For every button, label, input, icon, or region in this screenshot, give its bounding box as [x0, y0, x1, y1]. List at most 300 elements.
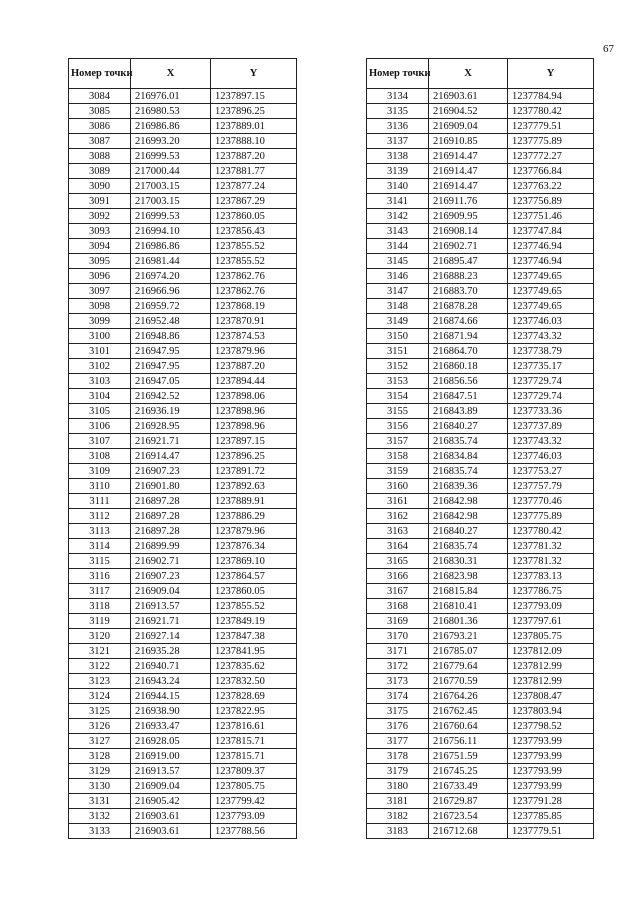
table-row — [367, 809, 594, 824]
cell-x: 216779.64 — [429, 659, 508, 674]
cell-x: 216913.57 — [131, 764, 211, 779]
cell-x: 216903.61 — [429, 89, 508, 104]
cell-x: 216936.19 — [131, 404, 211, 419]
cell-point-number: 3113 — [69, 524, 131, 539]
table-row — [69, 134, 297, 149]
table-row — [367, 104, 594, 119]
cell-point-number: 3104 — [69, 389, 131, 404]
header-point-number: Номер точки — [69, 59, 131, 89]
cell-point-number: 3135 — [367, 104, 429, 119]
table-row — [69, 239, 297, 254]
table-row — [69, 689, 297, 704]
table-row — [367, 494, 594, 509]
cell-y: 1237805.75 — [211, 779, 297, 794]
cell-point-number: 3170 — [367, 629, 429, 644]
cell-y: 1237733.36 — [508, 404, 594, 419]
cell-y: 1237828.69 — [211, 689, 297, 704]
cell-point-number: 3103 — [69, 374, 131, 389]
cell-point-number: 3123 — [69, 674, 131, 689]
cell-x: 216835.74 — [429, 464, 508, 479]
cell-point-number: 3181 — [367, 794, 429, 809]
cell-point-number: 3112 — [69, 509, 131, 524]
cell-y: 1237799.42 — [211, 794, 297, 809]
cell-y: 1237793.09 — [508, 599, 594, 614]
cell-x: 216874.66 — [429, 314, 508, 329]
cell-x: 216903.61 — [131, 809, 211, 824]
cell-x: 216952.48 — [131, 314, 211, 329]
table-row — [367, 164, 594, 179]
cell-x: 216897.28 — [131, 524, 211, 539]
cell-y: 1237753.27 — [508, 464, 594, 479]
cell-y: 1237809.37 — [211, 764, 297, 779]
cell-y: 1237793.99 — [508, 779, 594, 794]
cell-x: 216839.36 — [429, 479, 508, 494]
cell-y: 1237756.89 — [508, 194, 594, 209]
table-row — [367, 464, 594, 479]
cell-x: 216947.95 — [131, 344, 211, 359]
cell-point-number: 3096 — [69, 269, 131, 284]
cell-point-number: 3122 — [69, 659, 131, 674]
table-row — [367, 434, 594, 449]
cell-x: 216785.07 — [429, 644, 508, 659]
cell-x: 216901.80 — [131, 479, 211, 494]
cell-point-number: 3158 — [367, 449, 429, 464]
cell-x: 216751.59 — [429, 749, 508, 764]
table-row — [367, 644, 594, 659]
cell-y: 1237766.84 — [508, 164, 594, 179]
table-row — [367, 254, 594, 269]
cell-point-number: 3151 — [367, 344, 429, 359]
cell-x: 216914.47 — [429, 179, 508, 194]
cell-point-number: 3099 — [69, 314, 131, 329]
table-row — [367, 629, 594, 644]
cell-y: 1237888.10 — [211, 134, 297, 149]
cell-point-number: 3140 — [367, 179, 429, 194]
cell-point-number: 3145 — [367, 254, 429, 269]
table-row — [69, 674, 297, 689]
cell-point-number: 3178 — [367, 749, 429, 764]
cell-point-number: 3117 — [69, 584, 131, 599]
cell-x: 216843.89 — [429, 404, 508, 419]
table-row — [367, 119, 594, 134]
table-row — [69, 329, 297, 344]
cell-x: 216801.36 — [429, 614, 508, 629]
cell-y: 1237860.05 — [211, 584, 297, 599]
table-row — [69, 659, 297, 674]
cell-y: 1237881.77 — [211, 164, 297, 179]
cell-y: 1237749.65 — [508, 299, 594, 314]
table-row — [367, 314, 594, 329]
table-row — [367, 554, 594, 569]
cell-point-number: 3147 — [367, 284, 429, 299]
cell-y: 1237780.42 — [508, 524, 594, 539]
table-row — [69, 284, 297, 299]
cell-x: 216910.85 — [429, 134, 508, 149]
cell-y: 1237772.27 — [508, 149, 594, 164]
table-header-row — [367, 59, 594, 89]
cell-x: 216764.26 — [429, 689, 508, 704]
cell-point-number: 3153 — [367, 374, 429, 389]
header-x: X — [131, 59, 211, 89]
cell-y: 1237793.99 — [508, 734, 594, 749]
cell-y: 1237779.51 — [508, 824, 594, 839]
table-row — [367, 359, 594, 374]
cell-y: 1237770.46 — [508, 494, 594, 509]
cell-x: 216756.11 — [429, 734, 508, 749]
table-row — [367, 689, 594, 704]
cell-x: 216902.71 — [131, 554, 211, 569]
table-row — [367, 794, 594, 809]
table-row — [69, 719, 297, 734]
cell-point-number: 3124 — [69, 689, 131, 704]
cell-point-number: 3168 — [367, 599, 429, 614]
cell-x: 216729.87 — [429, 794, 508, 809]
cell-y: 1237849.19 — [211, 614, 297, 629]
cell-x: 216864.70 — [429, 344, 508, 359]
table-row — [367, 704, 594, 719]
table-row — [367, 659, 594, 674]
table-row — [69, 419, 297, 434]
cell-point-number: 3156 — [367, 419, 429, 434]
cell-point-number: 3157 — [367, 434, 429, 449]
cell-x: 216913.57 — [131, 599, 211, 614]
cell-point-number: 3107 — [69, 434, 131, 449]
cell-x: 216770.59 — [429, 674, 508, 689]
cell-x: 216899.99 — [131, 539, 211, 554]
cell-x: 216986.86 — [131, 119, 211, 134]
cell-x: 216895.47 — [429, 254, 508, 269]
cell-x: 217003.15 — [131, 194, 211, 209]
cell-x: 216823.98 — [429, 569, 508, 584]
cell-point-number: 3105 — [69, 404, 131, 419]
cell-y: 1237862.76 — [211, 269, 297, 284]
table-row — [69, 374, 297, 389]
cell-x: 216904.52 — [429, 104, 508, 119]
table-row — [367, 764, 594, 779]
table-row — [69, 404, 297, 419]
cell-point-number: 3097 — [69, 284, 131, 299]
cell-point-number: 3171 — [367, 644, 429, 659]
cell-y: 1237784.94 — [508, 89, 594, 104]
table-row — [367, 719, 594, 734]
table-row — [69, 209, 297, 224]
table-row — [69, 269, 297, 284]
table-row — [367, 614, 594, 629]
cell-y: 1237798.52 — [508, 719, 594, 734]
cell-x: 216762.45 — [429, 704, 508, 719]
cell-y: 1237855.52 — [211, 599, 297, 614]
cell-y: 1237877.24 — [211, 179, 297, 194]
cell-y: 1237886.29 — [211, 509, 297, 524]
table-row — [69, 809, 297, 824]
cell-x: 216933.47 — [131, 719, 211, 734]
cell-x: 216911.76 — [429, 194, 508, 209]
table-row — [367, 539, 594, 554]
cell-y: 1237887.20 — [211, 149, 297, 164]
cell-x: 216940.71 — [131, 659, 211, 674]
cell-y: 1237896.25 — [211, 449, 297, 464]
cell-x: 216914.47 — [429, 149, 508, 164]
table-row — [367, 269, 594, 284]
cell-x: 216878.28 — [429, 299, 508, 314]
cell-x: 216921.71 — [131, 434, 211, 449]
cell-y: 1237797.61 — [508, 614, 594, 629]
cell-point-number: 3152 — [367, 359, 429, 374]
cell-y: 1237781.32 — [508, 539, 594, 554]
cell-point-number: 3179 — [367, 764, 429, 779]
cell-point-number: 3164 — [367, 539, 429, 554]
cell-y: 1237862.76 — [211, 284, 297, 299]
cell-x: 216810.41 — [429, 599, 508, 614]
cell-point-number: 3182 — [367, 809, 429, 824]
cell-y: 1237822.95 — [211, 704, 297, 719]
cell-x: 216943.24 — [131, 674, 211, 689]
cell-x: 216897.28 — [131, 509, 211, 524]
cell-y: 1237867.29 — [211, 194, 297, 209]
cell-point-number: 3161 — [367, 494, 429, 509]
cell-point-number: 3090 — [69, 179, 131, 194]
coordinates-table-right — [366, 58, 594, 839]
cell-y: 1237788.56 — [211, 824, 297, 839]
table-row — [367, 749, 594, 764]
cell-y: 1237897.15 — [211, 434, 297, 449]
cell-x: 216723.54 — [429, 809, 508, 824]
cell-x: 216947.95 — [131, 359, 211, 374]
cell-x: 216919.00 — [131, 749, 211, 764]
cell-y: 1237805.75 — [508, 629, 594, 644]
cell-x: 216994.10 — [131, 224, 211, 239]
cell-x: 216905.42 — [131, 794, 211, 809]
cell-point-number: 3177 — [367, 734, 429, 749]
cell-x: 216944.15 — [131, 689, 211, 704]
cell-point-number: 3086 — [69, 119, 131, 134]
table-row — [69, 299, 297, 314]
cell-y: 1237812.09 — [508, 644, 594, 659]
cell-x: 216974.20 — [131, 269, 211, 284]
table-row — [367, 389, 594, 404]
cell-y: 1237785.85 — [508, 809, 594, 824]
cell-point-number: 3101 — [69, 344, 131, 359]
cell-x: 216908.14 — [429, 224, 508, 239]
table-row — [367, 299, 594, 314]
table-row — [367, 344, 594, 359]
cell-y: 1237763.22 — [508, 179, 594, 194]
cell-point-number: 3183 — [367, 824, 429, 839]
cell-x: 216793.21 — [429, 629, 508, 644]
cell-y: 1237749.65 — [508, 284, 594, 299]
table-row — [367, 194, 594, 209]
cell-y: 1237791.28 — [508, 794, 594, 809]
cell-x: 216935.28 — [131, 644, 211, 659]
cell-x: 216902.71 — [429, 239, 508, 254]
table-row — [69, 524, 297, 539]
header-point-number: Номер точки — [367, 59, 429, 89]
cell-x: 216927.14 — [131, 629, 211, 644]
table-row — [367, 149, 594, 164]
cell-point-number: 3118 — [69, 599, 131, 614]
cell-point-number: 3132 — [69, 809, 131, 824]
cell-y: 1237781.32 — [508, 554, 594, 569]
cell-x: 216897.28 — [131, 494, 211, 509]
cell-x: 216830.31 — [429, 554, 508, 569]
table-row — [367, 449, 594, 464]
table-row — [69, 344, 297, 359]
cell-y: 1237737.89 — [508, 419, 594, 434]
table-row — [69, 89, 297, 104]
table-row — [69, 569, 297, 584]
table-row — [69, 764, 297, 779]
cell-y: 1237746.03 — [508, 314, 594, 329]
cell-x: 216856.56 — [429, 374, 508, 389]
cell-x: 216947.05 — [131, 374, 211, 389]
cell-y: 1237749.65 — [508, 269, 594, 284]
cell-y: 1237847.38 — [211, 629, 297, 644]
cell-y: 1237729.74 — [508, 374, 594, 389]
cell-point-number: 3165 — [367, 554, 429, 569]
cell-x: 216760.64 — [429, 719, 508, 734]
cell-y: 1237879.96 — [211, 344, 297, 359]
cell-y: 1237757.79 — [508, 479, 594, 494]
table-row — [69, 554, 297, 569]
cell-point-number: 3115 — [69, 554, 131, 569]
cell-y: 1237898.96 — [211, 404, 297, 419]
table-row — [367, 329, 594, 344]
cell-y: 1237889.01 — [211, 119, 297, 134]
cell-x: 216835.74 — [429, 434, 508, 449]
cell-x: 216847.51 — [429, 389, 508, 404]
cell-point-number: 3136 — [367, 119, 429, 134]
table-row — [367, 569, 594, 584]
cell-point-number: 3085 — [69, 104, 131, 119]
table-row — [69, 629, 297, 644]
table-row — [69, 494, 297, 509]
cell-y: 1237812.99 — [508, 659, 594, 674]
table-row — [367, 674, 594, 689]
cell-point-number: 3146 — [367, 269, 429, 284]
cell-point-number: 3173 — [367, 674, 429, 689]
cell-y: 1237897.15 — [211, 89, 297, 104]
cell-y: 1237735.17 — [508, 359, 594, 374]
table-row — [367, 134, 594, 149]
cell-x: 216733.49 — [429, 779, 508, 794]
cell-y: 1237898.96 — [211, 419, 297, 434]
cell-x: 216909.04 — [131, 584, 211, 599]
cell-x: 216842.98 — [429, 509, 508, 524]
cell-y: 1237743.32 — [508, 329, 594, 344]
cell-point-number: 3149 — [367, 314, 429, 329]
table-row — [69, 779, 297, 794]
table-row — [69, 104, 297, 119]
table-row — [69, 734, 297, 749]
cell-y: 1237815.71 — [211, 734, 297, 749]
table-row — [367, 404, 594, 419]
cell-point-number: 3084 — [69, 89, 131, 104]
table-row — [367, 599, 594, 614]
cell-y: 1237816.61 — [211, 719, 297, 734]
cell-x: 216909.04 — [131, 779, 211, 794]
table-row — [69, 584, 297, 599]
cell-y: 1237841.95 — [211, 644, 297, 659]
cell-point-number: 3148 — [367, 299, 429, 314]
cell-point-number: 3089 — [69, 164, 131, 179]
table-row — [69, 149, 297, 164]
cell-y: 1237889.91 — [211, 494, 297, 509]
cell-x: 216712.68 — [429, 824, 508, 839]
table-row — [367, 419, 594, 434]
table-row — [69, 509, 297, 524]
table-row — [69, 164, 297, 179]
table-row — [367, 584, 594, 599]
cell-point-number: 3091 — [69, 194, 131, 209]
table-row — [367, 224, 594, 239]
table-row — [69, 539, 297, 554]
table-row — [69, 434, 297, 449]
cell-y: 1237775.89 — [508, 509, 594, 524]
cell-x: 216999.53 — [131, 209, 211, 224]
cell-y: 1237868.19 — [211, 299, 297, 314]
cell-point-number: 3160 — [367, 479, 429, 494]
cell-x: 216914.47 — [131, 449, 211, 464]
cell-point-number: 3098 — [69, 299, 131, 314]
cell-point-number: 3100 — [69, 329, 131, 344]
cell-point-number: 3174 — [367, 689, 429, 704]
cell-y: 1237746.94 — [508, 254, 594, 269]
cell-x: 216903.61 — [131, 824, 211, 839]
table-row — [367, 239, 594, 254]
cell-point-number: 3106 — [69, 419, 131, 434]
cell-point-number: 3130 — [69, 779, 131, 794]
cell-x: 216981.44 — [131, 254, 211, 269]
table-row — [69, 449, 297, 464]
cell-y: 1237812.99 — [508, 674, 594, 689]
cell-point-number: 3087 — [69, 134, 131, 149]
table-row — [69, 794, 297, 809]
cell-x: 216871.94 — [429, 329, 508, 344]
cell-point-number: 3125 — [69, 704, 131, 719]
cell-point-number: 3095 — [69, 254, 131, 269]
cell-point-number: 3116 — [69, 569, 131, 584]
cell-x: 217000.44 — [131, 164, 211, 179]
cell-y: 1237891.72 — [211, 464, 297, 479]
cell-point-number: 3162 — [367, 509, 429, 524]
table-row — [69, 254, 297, 269]
table-row — [69, 314, 297, 329]
coordinates-table-left — [68, 58, 297, 839]
cell-point-number: 3150 — [367, 329, 429, 344]
cell-point-number: 3114 — [69, 539, 131, 554]
cell-point-number: 3119 — [69, 614, 131, 629]
cell-y: 1237783.13 — [508, 569, 594, 584]
cell-point-number: 3094 — [69, 239, 131, 254]
cell-point-number: 3155 — [367, 404, 429, 419]
cell-y: 1237746.94 — [508, 239, 594, 254]
table-row — [367, 524, 594, 539]
cell-x: 216928.95 — [131, 419, 211, 434]
table-header-row — [69, 59, 297, 89]
cell-y: 1237869.10 — [211, 554, 297, 569]
cell-point-number: 3121 — [69, 644, 131, 659]
header-y: Y — [211, 59, 297, 89]
table-row — [69, 119, 297, 134]
cell-x: 216860.18 — [429, 359, 508, 374]
table-row — [69, 194, 297, 209]
cell-y: 1237779.51 — [508, 119, 594, 134]
cell-x: 216909.04 — [429, 119, 508, 134]
cell-point-number: 3143 — [367, 224, 429, 239]
cell-point-number: 3142 — [367, 209, 429, 224]
cell-y: 1237803.94 — [508, 704, 594, 719]
cell-point-number: 3102 — [69, 359, 131, 374]
